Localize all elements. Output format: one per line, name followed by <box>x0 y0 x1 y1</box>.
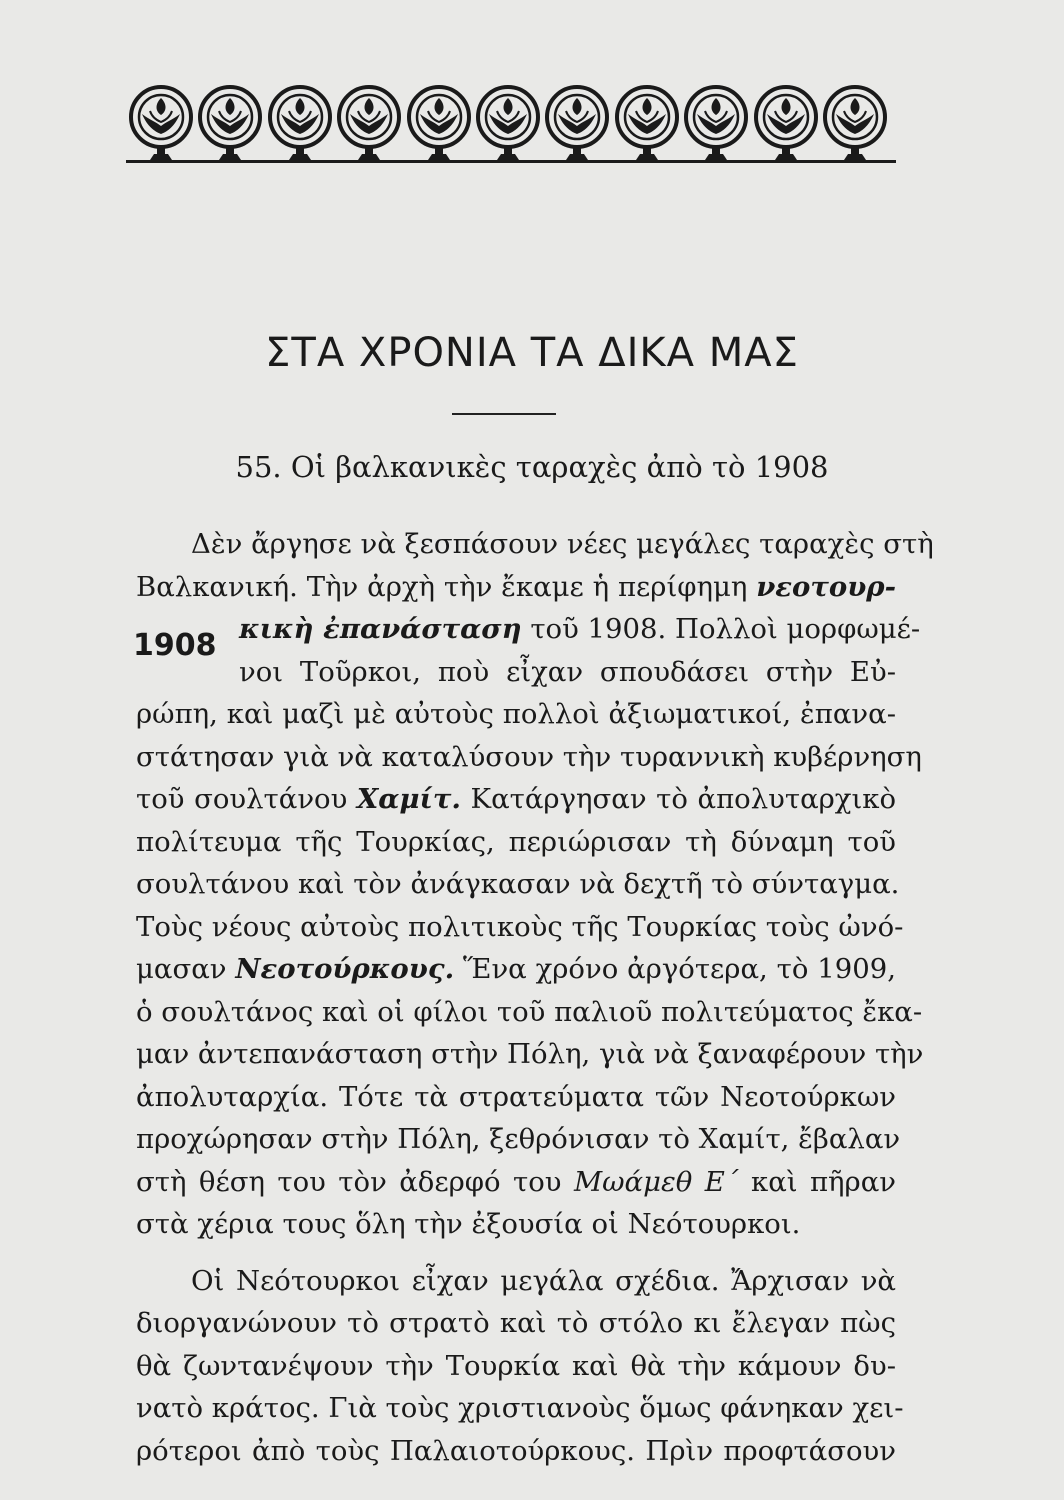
text-line: ὁ σουλτάνος καὶ οἱ φίλοι τοῦ παλιοῦ πολιτεύματος ἔκα- <box>136 995 923 1028</box>
title-divider <box>452 413 556 415</box>
section-heading <box>0 450 1064 484</box>
text-line: μασαν Νεοτούρκους. Ἕνα χρόνο ἀργότερα, τὸ 1909, <box>136 953 896 985</box>
ornament-roundel-icon <box>614 84 680 162</box>
text-line: μαν ἀντεπανάσταση στὴν Πόλη, γιὰ νὰ ξαναφέρουν τὴν <box>136 1038 924 1070</box>
emphasis-term: Νεοτούρκους. <box>235 953 455 985</box>
text-line: πολίτευμα τῆς Τουρκίας, περιώρισαν τὴ δύναμη τοῦ <box>136 825 896 858</box>
text-line: θὰ ζωντανέψουν τὴν Τουρκία καὶ θὰ τὴν κάμουν δυ- <box>136 1349 896 1382</box>
emphasis-term: νεοτουρ- <box>756 570 896 603</box>
text-line: ρώπη, καὶ μαζὶ μὲ αὐτοὺς πολλοὶ ἀξιωματικοί, ἐπανα- <box>136 698 896 730</box>
ornament-roundel-icon <box>544 84 610 162</box>
text-line: στὴ θέση του τὸν ἀδερφό του Μωάμεθ Ε΄ καὶ πῆραν <box>136 1165 896 1198</box>
ornament-roundel-icon <box>822 84 888 162</box>
ornament-roundel-icon <box>753 84 819 162</box>
text-line: τοῦ σουλτάνου Χαμίτ. Κατάργησαν τὸ ἀπολυταρχικὸ <box>136 783 896 815</box>
header-rule <box>126 160 896 163</box>
text-line: ρότεροι ἀπὸ τοὺς Παλαιοτούρκους. Πρὶν προφτάσουν <box>136 1434 896 1467</box>
emphasis-term: Χαμίτ. <box>356 783 461 815</box>
text-line: στὰ χέρια τους ὅλη τὴν ἐξουσία οἱ Νεότουρκοι. <box>136 1208 801 1240</box>
section-title: Οἱ βαλκανικὲς ταραχὲς ἀπὸ τὸ 1908 <box>290 450 829 484</box>
margin-note-year: 1908 <box>133 628 217 663</box>
text-line: Δὲν ἄργησε νὰ ξεσπάσουν νέες μεγάλες ταραχὲς στὴ <box>191 528 934 560</box>
text-line: Τοὺς νέους αὐτοὺς πολιτικοὺς τῆς Τουρκίας τοὺς ὠνό- <box>136 910 904 943</box>
ornament-roundel-icon <box>267 84 333 162</box>
ornament-roundel-icon <box>336 84 402 162</box>
ornament-roundel-icon <box>475 84 541 162</box>
text-line: κικὴ ἐπανάσταση τοῦ 1908. Πολλοὶ μορφωμέ- <box>239 613 921 645</box>
text-line: στάτησαν γιὰ νὰ καταλύσουν τὴν τυραννικὴ κυβέρνηση <box>136 740 922 773</box>
ornament-roundel-icon <box>683 84 749 162</box>
section-number: 55. <box>235 450 282 484</box>
ornament-roundel-icon <box>128 84 194 162</box>
text-line: Οἱ Νεότουρκοι εἶχαν μεγάλα σχέδια. Ἄρχισαν νὰ <box>191 1264 896 1297</box>
text-line: ἀπολυταρχία. Τότε τὰ στρατεύματα τῶν Νεοτούρκων <box>136 1080 896 1113</box>
text-line: νατὸ κράτος. Γιὰ τοὺς χριστιανοὺς ὅμως φάνηκαν χει- <box>136 1392 904 1424</box>
text-line: Βαλκανική. Τὴν ἀρχὴ τὴν ἔκαμε ἡ περίφημη νεοτουρ- <box>136 570 896 603</box>
emphasis-term: Μωάμεθ Ε΄ <box>573 1165 739 1198</box>
chapter-title: ΣΤΑ ΧΡΟΝΙΑ ΤΑ ΔΙΚΑ ΜΑΣ <box>265 330 799 376</box>
text-line: σουλτάνου καὶ τὸν ἀνάγκασαν νὰ δεχτῆ τὸ σύνταγμα. <box>136 868 900 900</box>
ornament-roundel-icon <box>406 84 472 162</box>
emphasis-term: κικὴ ἐπανάσταση <box>239 613 522 645</box>
text-line: νοι Τοῦρκοι, ποὺ εἶχαν σπουδάσει στὴν Εὐ- <box>239 655 896 688</box>
ornamental-header-band <box>128 80 888 162</box>
ornament-roundel-icon <box>197 84 263 162</box>
text-line: προχώρησαν στὴν Πόλη, ξεθρόνισαν τὸ Χαμίτ, ἔβαλαν <box>136 1123 901 1155</box>
text-line: διοργανώνουν τὸ στρατὸ καὶ τὸ στόλο κι ἔλεγαν πὼς <box>136 1307 896 1339</box>
body-text <box>136 523 934 1472</box>
